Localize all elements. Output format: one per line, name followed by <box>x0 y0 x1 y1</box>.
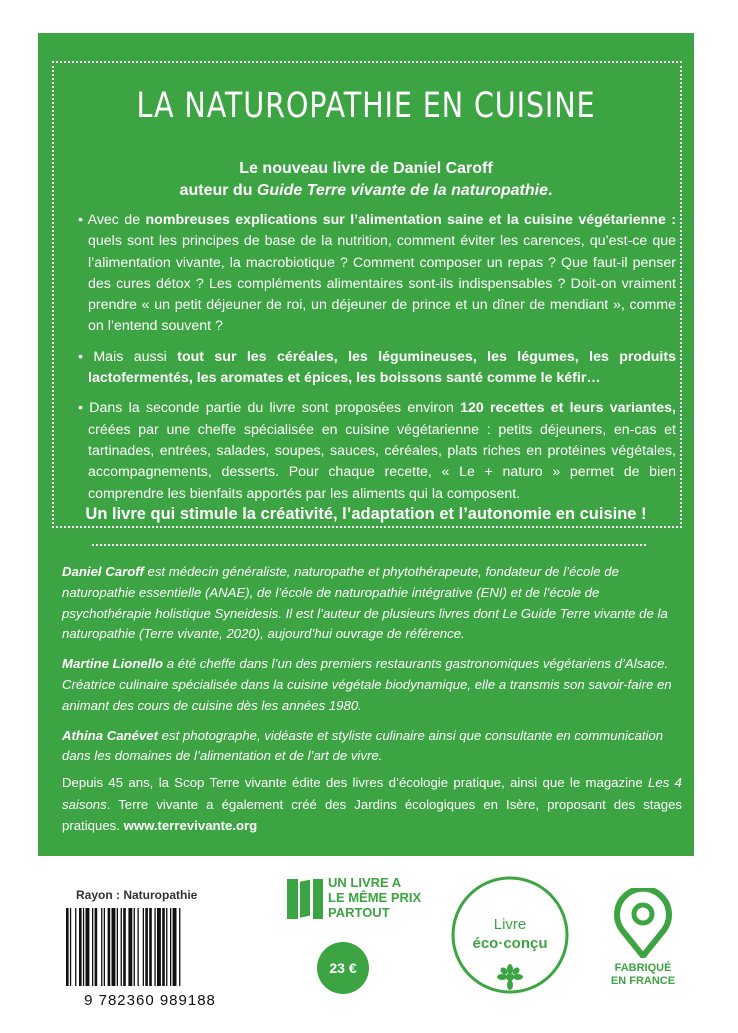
eco-line: Livre <box>493 916 527 933</box>
eco-designed-label <box>448 915 572 953</box>
bullet-lead: Dans la seconde partie du livre sont proposées environ <box>89 400 461 417</box>
bullet-rest: créées par une cheffe spécialisée en cuisine végétarienne : petits déjeuners, en-cas et tartinades, entrées, salades, soupes, sauces, céréales, plats riches en protéines végétales, accompagnements, desserts. Pour chaque recette, « Le + naturo » permet de bien comprendre les bienfaits apportés par les aliments qui la composent. <box>88 421 676 502</box>
bullet-lead: Avec de <box>87 212 146 228</box>
bullet-bold: tout sur les céréales, les légumineuses, les légumes, les produits lactofermentés, les aromates et épices, les boissons santé comme le kéfir… <box>88 348 676 387</box>
barcode-icon <box>62 908 238 1008</box>
website-link[interactable]: www.terrevivante.org <box>123 818 258 833</box>
bullet-item <box>78 398 676 504</box>
author-bio-text: est médecin généraliste, naturopathe et phytothérapeute, fondateur de l’école de naturopathie essentielle (ANAE), de l’école de naturopathie intégrative (ENI) et de l’école de psychothérapie holistique Syneidesis. Il est l’auteur de plusieurs livres dont Le Guide Terre vivante de la naturopathie (Terre vivante, 2020), aujourd’hui ouvrage de référence. <box>62 564 668 642</box>
bullet-dot: • <box>78 212 83 228</box>
bullet-lead: Mais aussi <box>93 348 178 365</box>
subtitle-suffix: . <box>547 182 553 199</box>
author-name: Martine Lionello <box>62 656 164 672</box>
badge-line: UN LIVRE A <box>328 875 402 890</box>
made-in-france-label <box>592 962 694 988</box>
subtitle-line2 <box>38 180 694 202</box>
bullet-item <box>78 210 676 338</box>
bullet-list <box>78 210 676 514</box>
author-name: Athina Canévet <box>62 727 158 743</box>
location-pin-icon <box>610 888 676 958</box>
author-name: Daniel Caroff <box>62 564 144 579</box>
author-bios <box>62 562 678 776</box>
scop-text: Depuis 45 ans, la Scop Terre vivante édite des livres d’écologie pratique, ainsi que le magazine <box>62 775 649 790</box>
author-bio <box>62 562 678 645</box>
fabrique-line: EN FRANCE <box>610 975 676 987</box>
magazine-title: Les 4 saisons <box>62 775 682 812</box>
book-title: LA NATUROPATHIE EN CUISINE <box>136 86 596 126</box>
bullet-dot: • <box>78 348 83 365</box>
bullet-bold: nombreuses explications sur l’alimentation saine et la cuisine végétarienne : <box>145 212 676 228</box>
bullet-item <box>78 347 676 390</box>
publisher-note <box>62 772 682 837</box>
scop-text-2: . Terre vivante a également créé des Jardins écologiques en Isère, proposant des stages pratiques. <box>62 796 682 833</box>
bullet-bold: 120 recettes et leurs variantes, <box>460 400 676 417</box>
badge-line: PARTOUT <box>328 905 390 920</box>
same-price-badge <box>328 875 421 920</box>
author-bio-text: est photographe, vidéaste et styliste culinaire ainsi que consultante en communication dans les domaines de l’alimentation et de l’art de vivre. <box>62 727 664 764</box>
conclusion: Un livre qui stimule la créativité, l’adaptation et l’autonomie en cuisine ! <box>85 505 647 523</box>
subtitle-prefix: auteur du <box>179 182 257 199</box>
price-badge: 23 € <box>317 942 369 994</box>
subtitle-guide-title: Guide Terre vivante de la naturopathie <box>256 182 548 199</box>
subtitle-line1: Le nouveau livre de Daniel Caroff <box>239 160 493 177</box>
author-bio-text: a été cheffe dans l’un des premiers restaurants gastronomiques végétariens d’Alsace. Créatrice culinaire spécialisée dans la cuisine végétale biodynamique, elle a transmis son savoir-faire en animant des cours de cuisine dès les années 1980. <box>62 656 672 713</box>
author-bio <box>62 654 678 716</box>
author-bio <box>62 726 678 768</box>
subtitle <box>38 158 694 202</box>
fabrique-line: FABRIQUÉ <box>614 962 672 974</box>
isbn-digits: 9 782360 989188 <box>84 992 216 1008</box>
bullet-rest: quels sont les principes de base de la nutrition, comment éviter les carences, qu’est-ce que l’alimentation vivante, la macrobiotique ? Comment composer un repas ? Que faut-il penser des cures détox ? Les compléments alimentaires sont-ils indispensables ? Doit-on vraiment prendre « un petit déjeuner de roi, un déjeuner de prince et un dîner de mendiant », comme on l’entend souvent ? <box>88 233 676 335</box>
badge-line: LE MÊME PRIX <box>328 890 422 905</box>
bullet-dot: • <box>78 400 83 417</box>
eco-line: éco·conçu <box>472 935 548 952</box>
dotted-divider <box>92 544 646 546</box>
shelf-category: Rayon : Naturopathie <box>76 888 198 902</box>
